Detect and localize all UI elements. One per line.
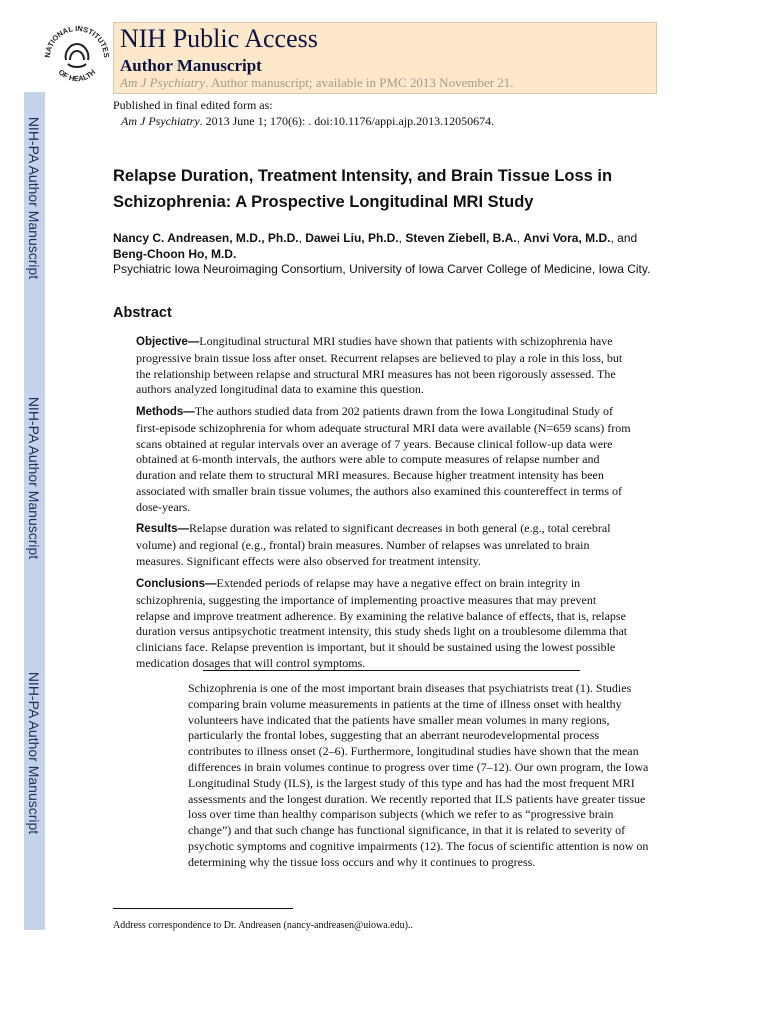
section-text: Longitudinal structural MRI studies have shown that patients with schizophrenia have progressive brain tissue loss after onset. Recurrent relapses are believed to play a role in this loss, but the relationship between relapse and structural MRI measures has not been rigorously assessed. The authors analyzed longitudinal data to examine this question.	[136, 334, 623, 397]
header-journal: Am J Psychiatry	[120, 75, 206, 90]
published-citation	[113, 113, 494, 129]
header-title: NIH Public Access	[120, 24, 318, 53]
abstract-methods	[136, 404, 631, 516]
abstract-heading: Abstract	[113, 305, 172, 321]
svg-text:NATIONAL INSTITUTES	[43, 24, 111, 58]
author-separator: ,	[298, 231, 306, 245]
abstract-results	[136, 521, 631, 569]
section-text: Extended periods of relapse may have a negative effect on brain integrity in schizophrenia, suggesting the importance of implementing proactive measures that may prevent relapse and improve treatment adherence. By examining the relative balance of effects, that is, relapse duration versus antipsychotic treatment intensity, this study sheds light on a troublesome dilemma that clinicians face. Relapse prevention is important, but it should be sustained using the lowest possible medication dosages that will control symptoms.	[136, 576, 628, 670]
author-name: Nancy C. Andreasen, M.D., Ph.D.	[113, 231, 299, 245]
section-text: Relapse duration was related to significant decreases in both general (e.g., total cerebral volume) and regional (e.g., frontal) brain measures. Number of relapses was unrelated to brain measures. Significant effects were also observed for treatment intensity.	[136, 521, 611, 568]
nih-header-banner	[113, 22, 657, 94]
published-journal: Am J Psychiatry	[121, 114, 200, 128]
author-separator: , and	[610, 231, 638, 245]
logo-text-bottom: OF HEALTH	[56, 67, 98, 84]
author-separator: ,	[398, 231, 406, 245]
published-details: . 2013 June 1; 170(6): . doi:10.1176/appi.ajp.2013.12050674.	[199, 114, 495, 128]
nih-seal-icon	[40, 18, 114, 92]
section-label: Objective—	[136, 336, 200, 348]
sidebar-label: NIH-PA Author Manuscript	[26, 671, 42, 835]
author-affiliation: Psychiatric Iowa Neuroimaging Consortium, University of Iowa Carver College of Medicine, Iowa City.	[113, 262, 651, 276]
logo-text-top: NATIONAL INSTITUTES	[42, 23, 112, 59]
article-title: Relapse Duration, Treatment Intensity, and Brain Tissue Loss in Schizophrenia: A Prospective Longitudinal MRI Study	[113, 167, 613, 211]
abstract-conclusions	[136, 576, 631, 672]
abstract-divider	[203, 670, 580, 671]
header-subtitle: Author Manuscript	[120, 56, 262, 75]
published-info	[113, 97, 494, 129]
section-text: The authors studied data from 202 patients drawn from the Iowa Longitudinal Study of first-episode schizophrenia for whom adequate structural MRI data were available (N=659 scans) from scans obtained at regular intervals over an average of 7 years. Because clinical follow-up data were obtained at 6-month intervals, the authors were able to compute measures of relapse number and duration and relate them to structural MRI measures. Because higher treatment intensity has been associated with smaller brain tissue volumes, the authors also examined this countereffect in terms of dose-years.	[136, 404, 631, 514]
header-citation-rest: . Author manuscript; available in PMC 2013 November 21.	[205, 75, 514, 90]
author-separator: ,	[516, 231, 524, 245]
section-label: Results—	[136, 523, 190, 535]
header-citation	[120, 75, 514, 91]
svg-text:OF HEALTH	[57, 68, 98, 84]
author-name: Steven Ziebell, B.A.	[405, 231, 517, 245]
section-label: Methods—	[136, 406, 195, 418]
sidebar-label: NIH-PA Author Manuscript	[26, 116, 42, 280]
author-list	[113, 230, 673, 262]
section-label: Conclusions—	[136, 578, 217, 590]
body-paragraph: Schizophrenia is one of the most important brain diseases that psychiatrists treat (1). Studies comparing brain volume measurements in patients at the time of illness onset with healthy volunteers have indicated that the patients have smaller mean volumes in many regions, particularly the frontal lobes, suggesting that an aberrant neurodevelopmental process contributes to illness onset (2–6). Furthermore, longitudinal studies have shown that the mean differences in brain volumes continue to progress over time (7–12). Our own program, the Iowa Longitudinal Study (ILS), is the largest study of this type and has had the most frequent MRI assessments and the longest duration. We recently reported that ILS patients have greater tissue loss over time than healthy comparison subjects (which we refer to as “progressive brain change”) and that such change has functional significance, in that it is related to severity of psychotic symptoms and cognitive impairments (12). The focus of scientific attention is now on determining why the tissue loss occurs and why it continues to progress.	[188, 681, 649, 869]
author-name: Anvi Vora, M.D.	[523, 231, 611, 245]
author-name: Beng-Choon Ho, M.D.	[113, 247, 237, 261]
author-name: Dawei Liu, Ph.D.	[305, 231, 399, 245]
published-intro: Published in final edited form as:	[113, 98, 273, 112]
sidebar-label: NIH-PA Author Manuscript	[26, 396, 42, 560]
footnote-divider	[113, 908, 293, 909]
abstract-objective	[136, 334, 631, 398]
footnote: Address correspondence to Dr. Andreasen (nancy-andreasen@uiowa.edu)..	[113, 920, 413, 931]
